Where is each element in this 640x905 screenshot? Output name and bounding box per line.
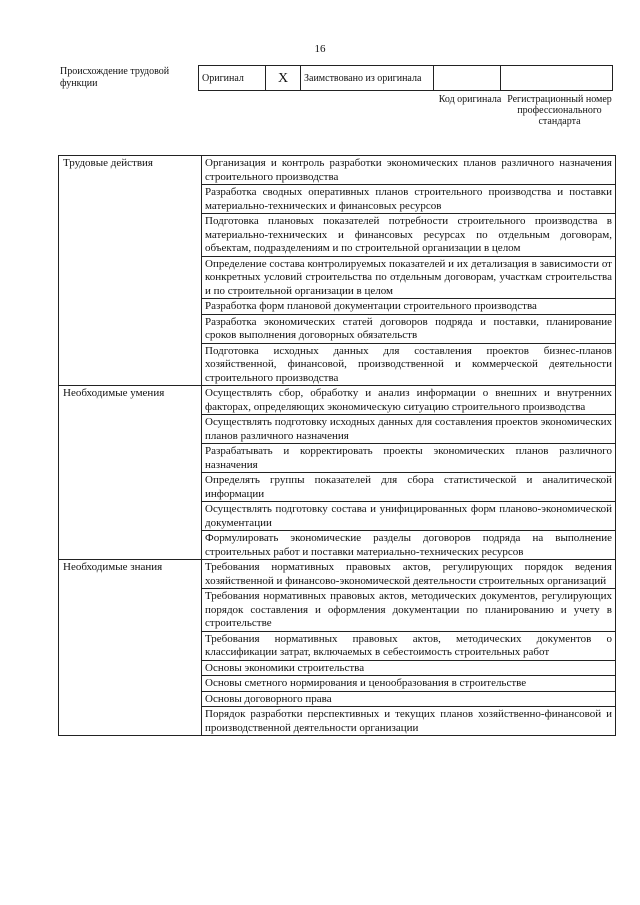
code-cell — [434, 66, 501, 91]
section-item: Осуществлять подготовку исходных данных для составления проектов экономических планов различного назначения — [202, 415, 616, 444]
section-item: Разрабатывать и корректировать проекты экономических планов различного назначения — [202, 444, 616, 473]
section-item: Формулировать экономические разделы договоров подряда на выполнение строительных работ и поставки материально-технических ресурсов — [202, 531, 616, 560]
code-original-caption: Код оригинала — [438, 94, 502, 105]
page-number: 16 — [314, 43, 326, 55]
section-item: Осуществлять сбор, обработку и анализ информации о внешних и внутренних факторах, определяющих экономическую ситуацию строительного производства — [202, 386, 616, 415]
section-item: Требования нормативных правовых актов, регулирующих порядок ведения хозяйственной и финансово-экономической деятельности строительных организаций — [202, 560, 616, 589]
section-item: Определять группы показателей для сбора статистической и аналитической информации — [202, 473, 616, 502]
borrowed-cell: Заимствовано из оригинала — [301, 66, 434, 91]
section-item: Требования нормативных правовых актов, методических документов о классификации затрат, включаемых в себестоимость строительных работ — [202, 631, 616, 660]
section-title: Трудовые действия — [59, 156, 202, 386]
labor-function-table-body — [59, 156, 616, 736]
section-item: Требования нормативных правовых актов, методических документов, регулирующих порядок составления и оформления документации по планированию и учету в строительстве — [202, 589, 616, 632]
section-item: Разработка форм плановой документации строительного производства — [202, 299, 616, 315]
section-item: Разработка экономических статей договоров подряда и поставки, планирование сроков выполнения договорных обязательств — [202, 314, 616, 343]
section-item: Основы договорного права — [202, 691, 616, 707]
table-row — [59, 386, 616, 415]
origin-label: Происхождение трудовой функции — [60, 66, 170, 89]
section-title: Необходимые знания — [59, 560, 202, 736]
table-row — [59, 560, 616, 589]
reg-number-caption: Регистрационный номер профессионального стандарта — [507, 94, 612, 127]
origin-table — [198, 65, 613, 91]
table-row — [59, 156, 616, 185]
section-item: Осуществлять подготовку состава и унифицированных форм планово-экономической документации — [202, 502, 616, 531]
labor-function-table — [58, 155, 616, 736]
section-item: Порядок разработки перспективных и текущих планов хозяйственно-финансовой и производственной деятельности организации — [202, 707, 616, 736]
section-item: Разработка сводных оперативных планов строительного производства и поставки материально-технических и финансовых ресурсов — [202, 185, 616, 214]
section-item: Подготовка исходных данных для составления проектов бизнес-планов хозяйственной, финансовой, производственной и коммерческой деятельности строительного производства — [202, 343, 616, 386]
section-item: Основы экономики строительства — [202, 660, 616, 676]
section-item: Основы сметного нормирования и ценообразования в строительстве — [202, 676, 616, 692]
section-item: Подготовка плановых показателей потребности строительного производства в материально-технических и финансовых ресурсах по отдельным договорам, объектам, подразделениям и по строительной организации в целом — [202, 214, 616, 257]
original-mark: X — [266, 66, 301, 91]
section-item: Организация и контроль разработки экономических планов различного назначения строительного производства — [202, 156, 616, 185]
original-cell: Оригинал — [199, 66, 266, 91]
section-title: Необходимые умения — [59, 386, 202, 560]
section-item: Определение состава контролируемых показателей и их детализация в зависимости от конкретных условий строительства по отдельным договорам, участкам строительства и по строительной организации в целом — [202, 256, 616, 299]
reg-number-cell — [501, 66, 613, 91]
